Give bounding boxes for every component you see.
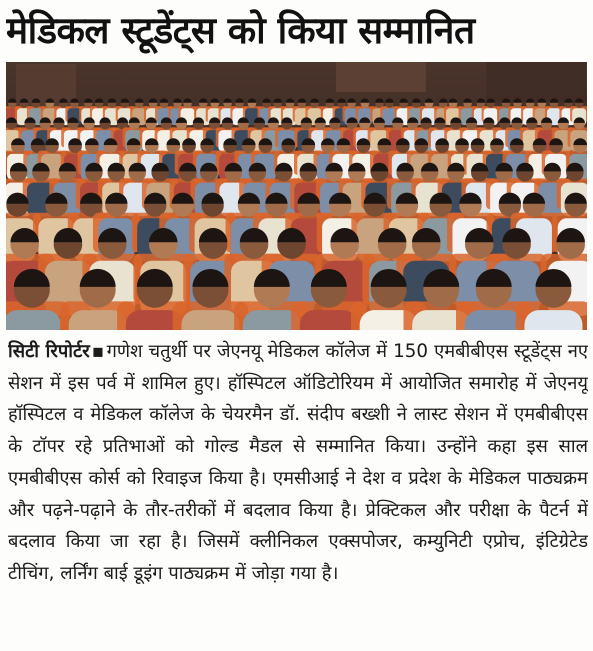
byline: सिटी रिपोर्टर xyxy=(8,341,90,362)
headline: मेडिकल स्टूडेंट्स को किया सम्मानित xyxy=(6,9,475,52)
article-body xyxy=(8,336,588,648)
audience-image xyxy=(6,62,587,330)
auditorium-photo xyxy=(6,62,587,330)
article-text: गणेश चतुर्थी पर जेएनयू मेडिकल कॉलेज में 150 एमबीबीएस स्टूडेंट्स नए सेशन में इस पर्व में शामिल हुए। हॉस्पिटल ऑडिटोरियम में आयोजित समारोह में जेएनयू हॉस्पिटल व मेडिकल कॉलेज के चेयरमैन डॉ. संदीप बख्शी ने लास्ट सेशन में एमबीबीएस के टॉपर रहे प्रतिभाओं को गोल्ड मैडल से सम्मानित किया। उन्होंने कहा इस साल एमबीबीएस कोर्स को रिवाइज किया है। एमसीआई ने देश व प्रदेश के मेडिकल पाठ्यक्रम और पढ़ने-पढ़ाने के तौर-तरीकों में बदलाव किया है। प्रेक्टिकल और परीक्षा के पैटर्न में बदलाव किया जा रहा है। जिसमें क्लीनिकल एक्सपोजर, कम्युनिटी एप्रोच, इंटिग्रेटेड टीचिंग, लर्निंग बाई डूइंग पाठ्यक्रम में जोड़ा गया है। xyxy=(8,341,588,584)
separator-icon: ▪ xyxy=(91,341,105,362)
